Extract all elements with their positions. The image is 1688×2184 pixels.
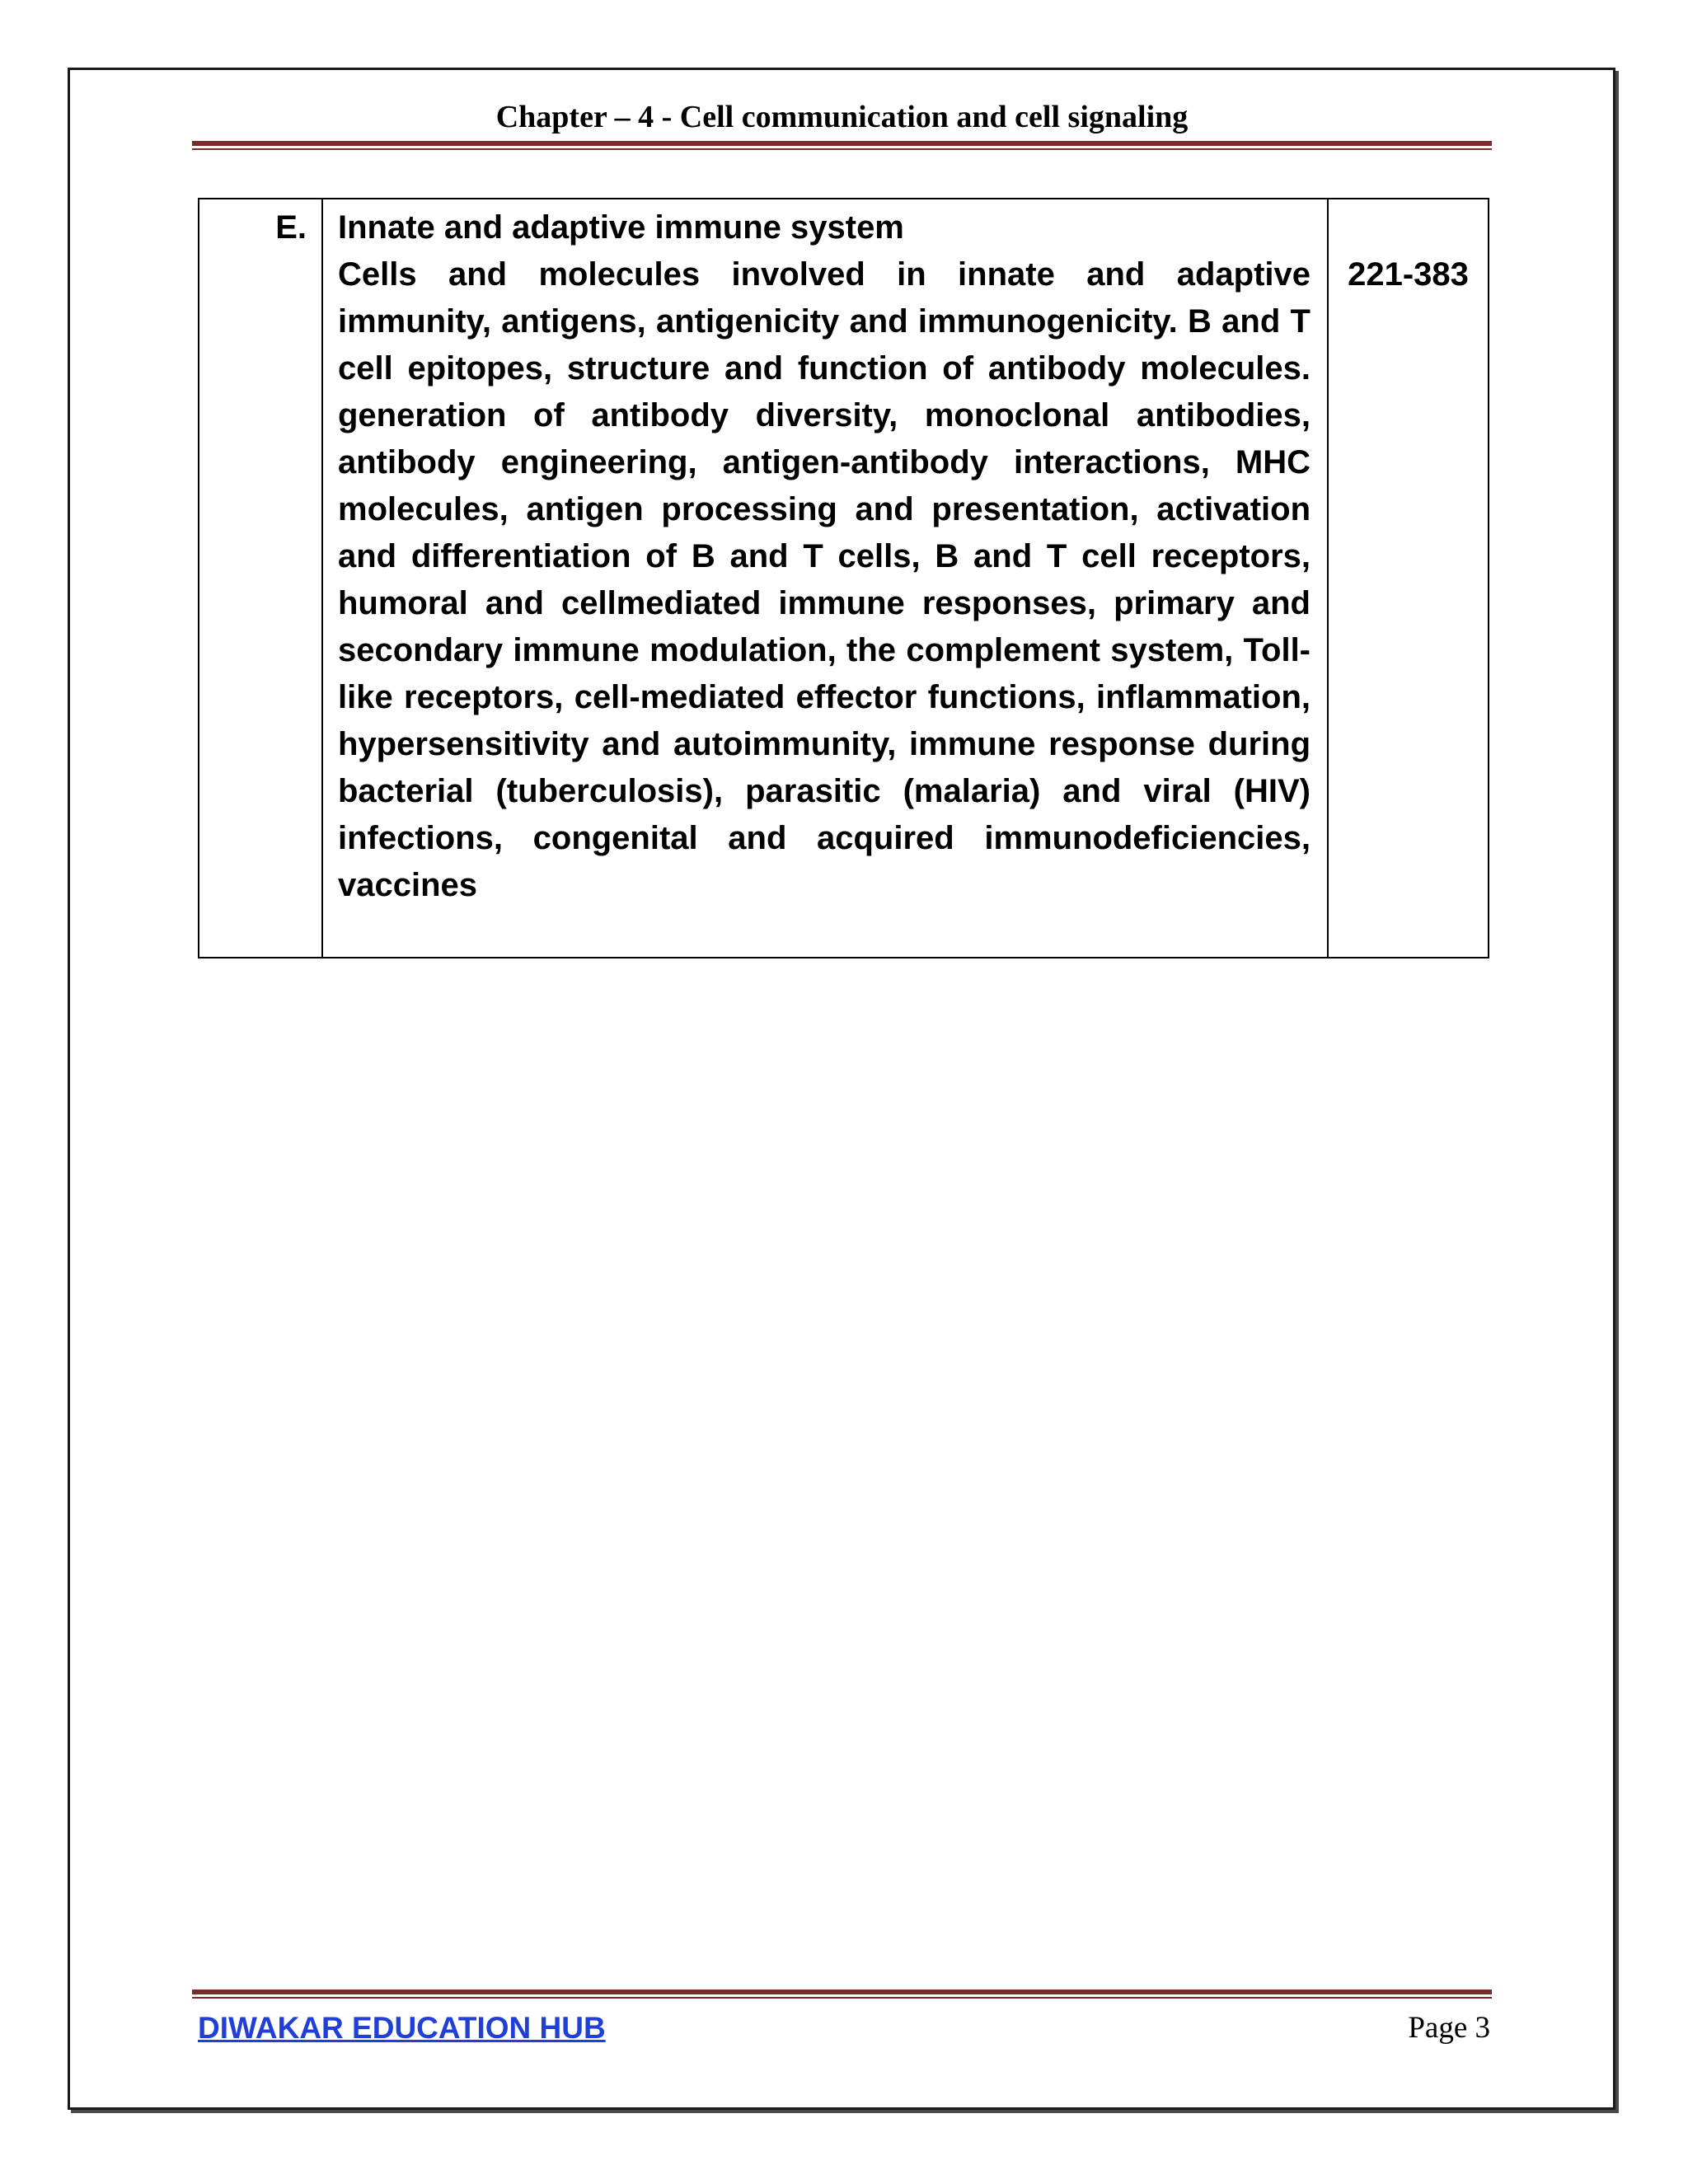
row-content: [322, 199, 1328, 958]
footer-rule: [192, 1990, 1492, 1999]
topic-title: Innate and adaptive immune system: [338, 209, 904, 246]
page-number: Page 3: [1408, 2011, 1490, 2045]
topic-description: Cells and molecules involved in innate and adaptive immunity, antigens, antigenicity and immunogenicity. B and T cell epitopes, structure and function of antibody molecules. generation of antibody diversity, monoclonal antibodies, antibody engineering, antigen-antibody interactions, MHC molecules, antigen processing and presentation, activation and differentiation of B and T cells, B and T cell receptors, humoral and cellmediated immune responses, primary and secondary immune modulation, the complement system, Toll-like receptors, cell-mediated effector functions, inflammation, hypersensitivity and autoimmunity, immune response during bacterial (tuberculosis), parasitic (malaria) and viral (HIV) infections, congenital and acquired immunodeficiencies, vaccines: [338, 256, 1311, 903]
syllabus-table: [198, 198, 1489, 958]
table-row: [199, 199, 1489, 958]
row-label: E.: [199, 199, 322, 958]
footer-brand-link[interactable]: DIWAKAR EDUCATION HUB: [198, 2011, 606, 2045]
page-range: 221-383: [1328, 199, 1489, 958]
header-rule: [192, 141, 1492, 150]
page-header-title: Chapter – 4 - Cell communication and cell signaling: [495, 100, 1189, 134]
